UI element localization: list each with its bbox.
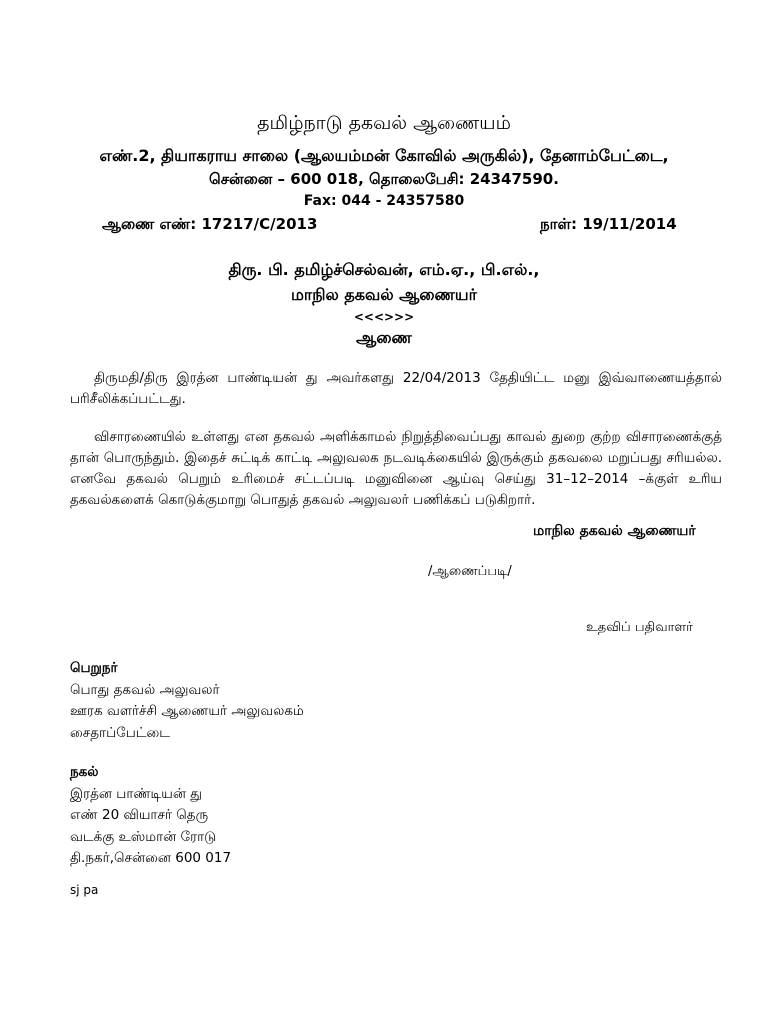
typist-initials: sj pa [70, 883, 99, 897]
recipient-block [70, 658, 304, 744]
copy-to-line: இரத்ன பாண்டியன் து [70, 785, 202, 802]
fax-number: Fax: 044 - 24357580 [303, 193, 465, 209]
address-line-2: சென்னை – 600 018, தொலைபேசி: 24347590. [209, 170, 559, 188]
copy-to-heading: நகல் [70, 764, 99, 780]
recipient-line: பொது தகவல் அலுவலர் [70, 681, 220, 698]
order-date: நாள்: 19/11/2014 [540, 215, 677, 233]
recipient-heading: பெறுநர் [70, 660, 118, 676]
body-paragraph-1 [70, 368, 722, 410]
body-paragraph-2 [70, 427, 722, 511]
recipient-line: ஊரக வளர்ச்சி ஆணையர் அலுவலகம் [70, 703, 304, 719]
order-number: ஆணை எண்: 17217/C/2013 [102, 215, 318, 233]
recipient-line: சைதாப்பேட்டை [70, 724, 171, 741]
copy-to-line: தி.நகர்,சென்னை 600 017 [70, 850, 232, 866]
copy-to-block [70, 762, 231, 870]
address-line-1: எண்.2, தியாகராய சாலை (ஆலயம்மன் கோவில் அருகில்), தேனாம்பேட்டை, [99, 146, 669, 165]
signatory-title: மாநில தகவல் ஆணையர் [533, 523, 696, 539]
commissioner-title: மாநில தகவல் ஆணையர் [291, 285, 477, 304]
assistant-registrar: உதவிப் பதிவாளர் [586, 620, 693, 635]
office-name: தமிழ்நாடு தகவல் ஆணையம் [257, 112, 511, 134]
separator: <<<>>> [353, 310, 415, 324]
order-heading: ஆணை [356, 328, 412, 347]
body-paragraph-2-text: விசாரணையில் உள்ளது என தகவல் அளிக்காமல் நிறுத்திவைப்பது காவல் துறை குற்ற விசாரணைக்குத் தான் பொருந்தும். இதைச் சுட்டிக் காட்டி அலுவலக நடவடிக்கையில் இருக்கும் தகவலை மறுப்பது சரியல்ல. எனவே தகவல் பெறும் உரிமைச் சட்டப்படி மனுவினை ஆய்வு செய்து 31–12–2014 –க்குள் உரிய தகவல்களைக் கொடுக்குமாறு பொதுத் தகவல் அலுவலர் பணிக்கப் படுகிறார். [70, 429, 722, 508]
body-paragraph-1-text: திருமதி/திரு இரத்ன பாண்டியன் து அவர்களது 22/04/2013 தேதியிட்ட மனு இவ்வாணையத்தால் பரிசீலிக்கப்பட்டது. [70, 370, 722, 407]
copy-to-line: வடக்கு உஸ்மான் ரோடு [70, 828, 217, 845]
by-order-mark: /ஆணைப்படி/ [428, 564, 512, 579]
copy-to-line: எண் 20 வியாசர் தெரு [70, 807, 209, 823]
commissioner-name: திரு. பி. தமிழ்ச்செல்வன், எம்.ஏ., பி.எல்., [228, 260, 540, 279]
